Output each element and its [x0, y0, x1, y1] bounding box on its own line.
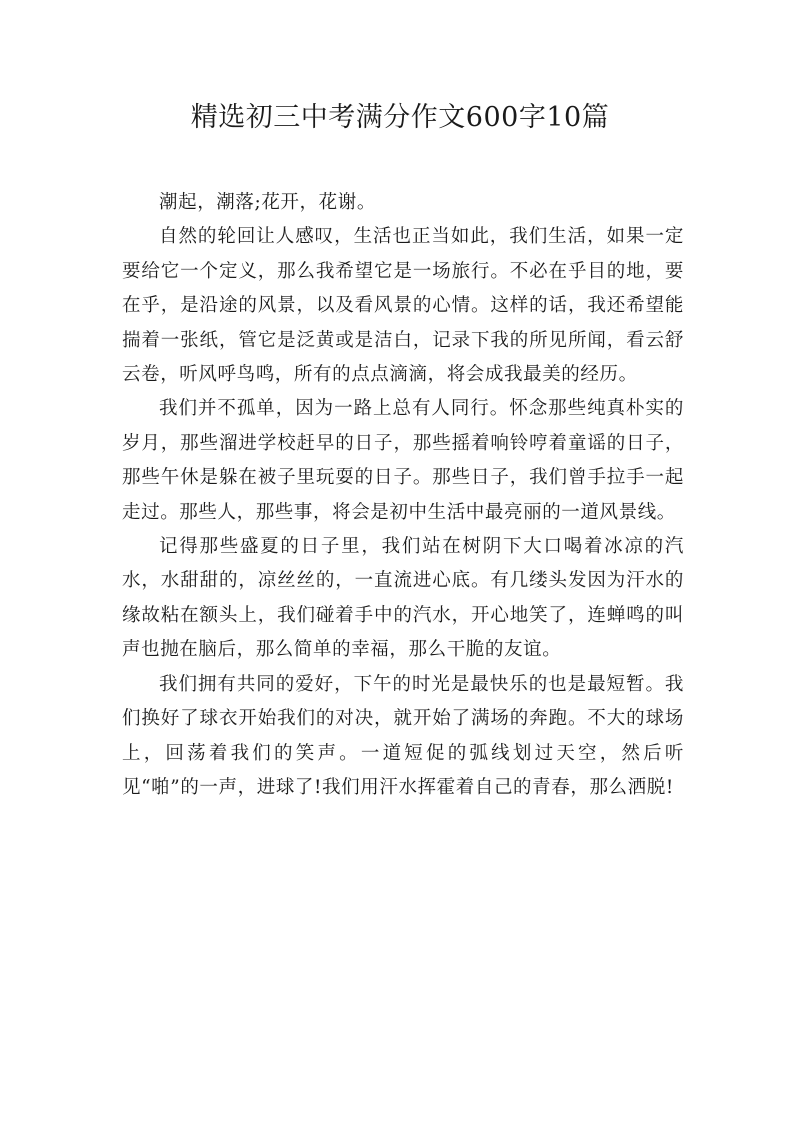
- paragraph-5: 我们拥有共同的爱好，下午的时光是最快乐的也是最短暂。我们换好了球衣开始我们的对决，就开始了满场的奔跑。不大的球场上，回荡着我们的笑声。一道短促的弧线划过天空，然后听见“啪”的一声，进球了!我们用汗水挥霍着自己的青春，那么洒脱!: [122, 673, 684, 798]
- document-title: 精选初三中考满分作文600字10篇: [190, 102, 610, 133]
- paragraph-3: 我们并不孤单，因为一路上总有人同行。怀念那些纯真朴实的岁月，那些溜进学校赶早的日子，那些摇着响铃哼着童谣的日子，那些午休是躲在被子里玩耍的日子。那些日子，我们曾手拉手一起走过。那些人，那些事，将会是初中生活中最亮丽的一道风景线。: [122, 398, 684, 523]
- document-body: [122, 186, 684, 805]
- paragraph-2: 自然的轮回让人感叹，生活也正当如此，我们生活，如果一定要给它一个定义，那么我希望它是一场旅行。不必在乎目的地，要在乎，是沿途的风景，以及看风景的心情。这样的话，我还希望能揣着一张纸，管它是泛黄或是洁白，记录下我的所见所闻，看云舒云卷，听风呼鸟鸣，所有的点点滴滴，将会成我最美的经历。: [122, 226, 684, 386]
- paragraph-4: 记得那些盛夏的日子里，我们站在树阴下大口喝着冰凉的汽水，水甜甜的，凉丝丝的，一直流进心底。有几缕头发因为汗水的缘故粘在额头上，我们碰着手中的汽水，开心地笑了，连蝉鸣的叫声也抛在脑后，那么简单的幸福，那么干脆的友谊。: [122, 536, 684, 661]
- paragraph-1: 潮起，潮落;花开，花谢。: [159, 192, 376, 213]
